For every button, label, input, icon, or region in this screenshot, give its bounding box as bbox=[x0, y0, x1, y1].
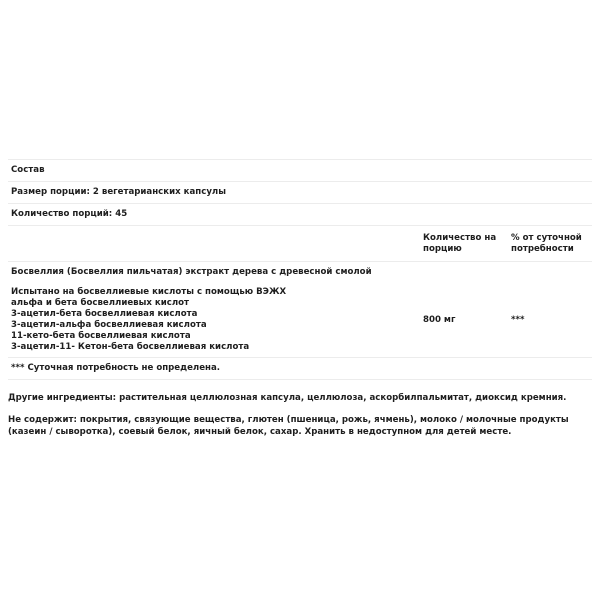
ingredient-name: Босвеллия (Босвеллия пильчатая) экстракт дерева с древесной смолой bbox=[11, 267, 372, 277]
detail-line: альфа и бета босвеллиевых кислот bbox=[11, 298, 190, 308]
header-daily-value: % от суточной потребности bbox=[511, 233, 582, 254]
detail-line: 3-ацетил-альфа босвеллиевая кислота bbox=[11, 320, 207, 330]
detail-line: 3-ацетил-11- Кетон-бета босвеллиевая кислота bbox=[11, 342, 250, 352]
servings-count: Количество порций: 45 bbox=[8, 203, 592, 225]
detail-line: 11-кето-бета босвеллиевая кислота bbox=[11, 331, 191, 341]
ingredient-details bbox=[11, 287, 423, 353]
serving-size: Размер порции: 2 вегетарианских капсулы bbox=[8, 181, 592, 203]
ingredient-amount: 800 мг bbox=[423, 315, 456, 325]
header-amount: Количество на порцию bbox=[423, 233, 497, 254]
facts-title: Состав bbox=[8, 159, 592, 181]
other-ingredients: Другие ингредиенты: растительная целлюлозная капсула, целлюлоза, аскорбилпальмитат, диоксид кремния. bbox=[8, 393, 567, 403]
ingredient-daily-value: *** bbox=[511, 315, 525, 325]
footnote: *** Суточная потребность не определена. bbox=[8, 357, 592, 380]
table-header bbox=[8, 225, 592, 261]
detail-line: 3-ацетил-бета босвеллиевая кислота bbox=[11, 309, 198, 319]
does-not-contain: Не содержит: покрытия, связующие вещества, глютен (пшеница, рожь, ячмень), молоко / молочные продукты (казеин / сыворотка), соевый белок, яичный белок, сахар. Хранить в недоступном для детей месте. bbox=[8, 415, 569, 437]
supplement-facts-table bbox=[8, 159, 592, 380]
detail-line: Испытано на босвеллиевые кислоты с помощью ВЭЖХ bbox=[11, 287, 287, 297]
header-spacer bbox=[11, 233, 423, 253]
ingredient-row bbox=[8, 261, 592, 357]
